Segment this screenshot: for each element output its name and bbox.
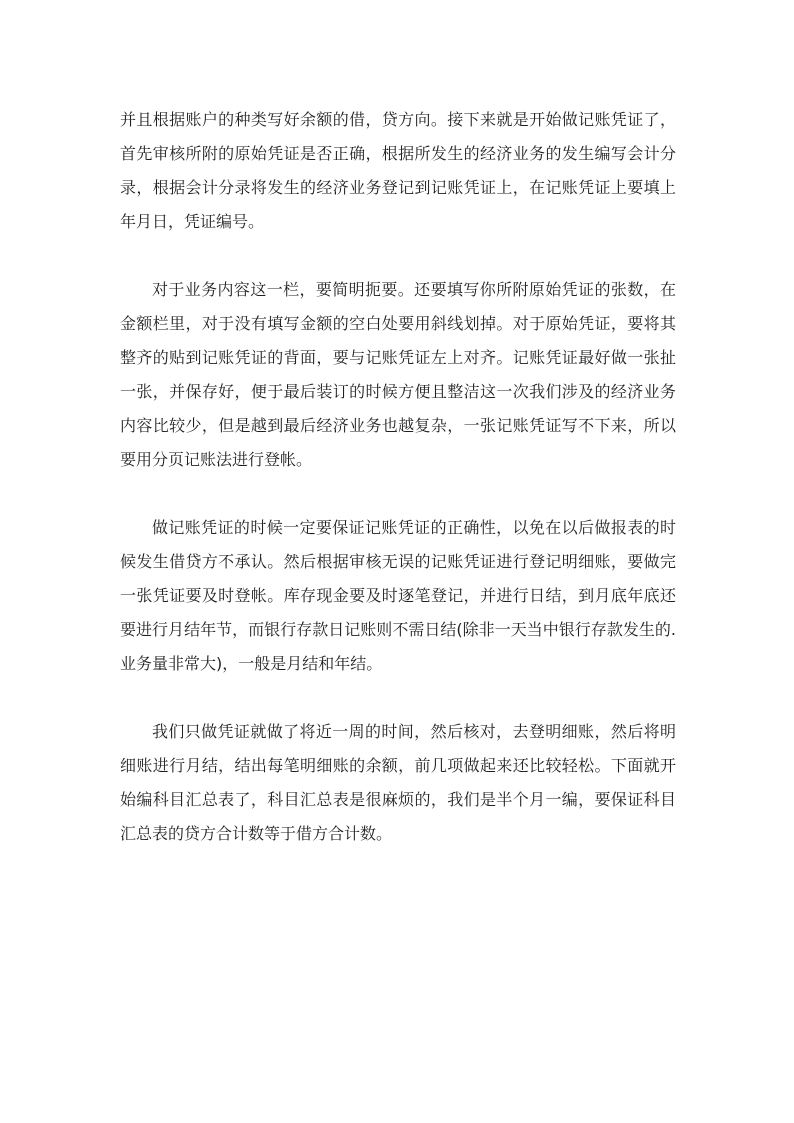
paragraph-2: 对于业务内容这一栏，要简明扼要。还要填写你所附原始凭证的张数，在金额栏里，对于没有填写金额的空白处要用斜线划掉。对于原始凭证，要将其整齐的贴到记账凭证的背面，要与记账凭证左上对齐。记账凭证最好做一张扯一张，并保存好，便于最后装订的时候方便且整洁这一次我们涉及的经济业务内容比较少，但是越到最后经济业务也越复杂，一张记账凭证写不下来，所以要用分页记账法进行登帐。 — [120, 280, 676, 469]
document-body — [120, 103, 676, 885]
paragraph-3: 做记账凭证的时候一定要保证记账凭证的正确性，以免在以后做报表的时候发生借贷方不承认。然后根据审核无误的记账凭证进行登记明细账，要做完一张凭证要及时登帐。库存现金要及时逐笔登记，并进行日结，到月底年底还要进行月结年节，而银行存款日记账则不需日结(除非一天当中银行存款发生的.业务量非常大)，一般是月结和年结。 — [120, 518, 676, 673]
paragraph-4: 我们只做凭证就做了将近一周的时间，然后核对，去登明细账，然后将明细账进行月结，结出每笔明细账的余额，前几项做起来还比较轻松。下面就开始编科目汇总表了，科目汇总表是很麻烦的，我们是半个月一编，要保证科目汇总表的贷方合计数等于借方合计数。 — [120, 722, 676, 843]
paragraph-1: 并且根据账户的种类写好余额的借，贷方向。接下来就是开始做记账凭证了，首先审核所附的原始凭证是否正确，根据所发生的经济业务的发生编写会计分录，根据会计分录将发生的经济业务登记到记账凭证上，在记账凭证上要填上年月日，凭证编号。 — [120, 110, 676, 231]
